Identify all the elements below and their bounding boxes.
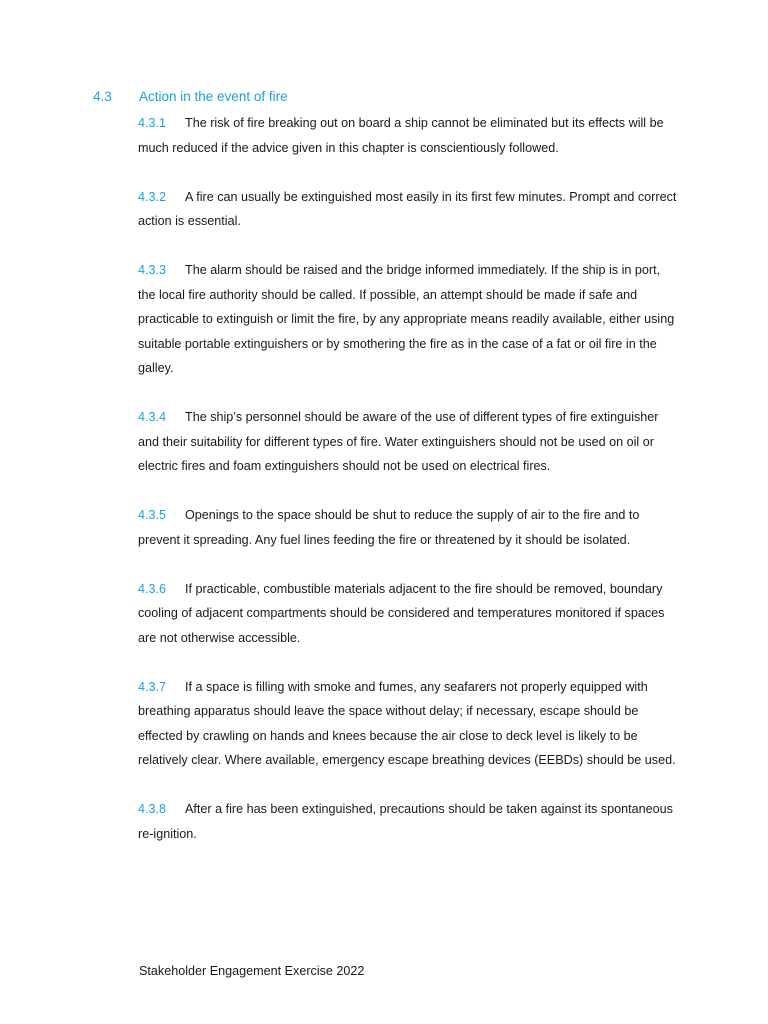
paragraph-4-3-6 [138,577,678,651]
paragraph-text: The risk of fire breaking out on board a ship cannot be eliminated but its effects will be much reduced if the advice given in this chapter is conscientiously followed. [138,116,664,155]
section-heading [93,87,288,107]
paragraph-list [138,111,678,871]
paragraph-4-3-2 [138,185,678,234]
paragraph-text: After a fire has been extinguished, precautions should be taken against its spontaneous re-ignition. [138,802,673,841]
paragraph-4-3-1 [138,111,678,160]
paragraph-number: 4.3.6 [138,581,167,596]
paragraph-text: The alarm should be raised and the bridge informed immediately. If the ship is in port, the local fire authority should be called. If possible, an attempt should be made if safe and practicable to extinguish or limit the fire, by any appropriate means readily available, either using suitable portable extinguishers or by smothering the fire as in the case of a fat or oil fire in the galley. [138,263,675,375]
paragraph-number: 4.3.4 [138,410,167,424]
paragraph-number: 4.3.7 [138,679,167,694]
paragraph-number: 4.3.2 [138,189,167,204]
paragraph-4-3-8 [138,797,678,846]
paragraph-number: 4.3.5 [138,508,167,522]
paragraph-number: 4.3.8 [138,802,167,816]
paragraph-4-3-3 [138,258,678,381]
paragraph-text: The ship’s personnel should be aware of the use of different types of fire extinguisher and their suitability for different types of fire. Water extinguishers should not be used on oil or electric fires and foam extinguishers should not be used on electrical fires. [138,410,659,473]
paragraph-text: A fire can usually be extinguished most easily in its first few minutes. Prompt and correct action is essential. [138,189,677,228]
paragraph-text: If a space is filling with smoke and fumes, any seafarers not properly equipped with breathing apparatus should leave the space without delay; if necessary, escape should be effected by crawling on hands and knees because the air close to deck level is likely to be relatively clear. Where available, emergency escape breathing devices (EEBDs) should be used. [138,679,676,767]
paragraph-number: 4.3.1 [138,116,167,130]
paragraph-4-3-7 [138,675,678,773]
section-title: Action in the event of fire [139,89,288,104]
page-footer: Stakeholder Engagement Exercise 2022 [139,964,365,978]
paragraph-number: 4.3.3 [138,263,167,277]
section-number: 4.3 [93,89,112,104]
paragraph-4-3-5 [138,503,678,552]
paragraph-4-3-4 [138,405,678,479]
paragraph-text: If practicable, combustible materials adjacent to the fire should be removed, boundary cooling of adjacent compartments should be considered and temperatures monitored if spaces are not otherwise accessible. [138,581,665,645]
paragraph-text: Openings to the space should be shut to reduce the supply of air to the fire and to prevent it spreading. Any fuel lines feeding the fire or threatened by it should be isolated. [138,508,640,547]
